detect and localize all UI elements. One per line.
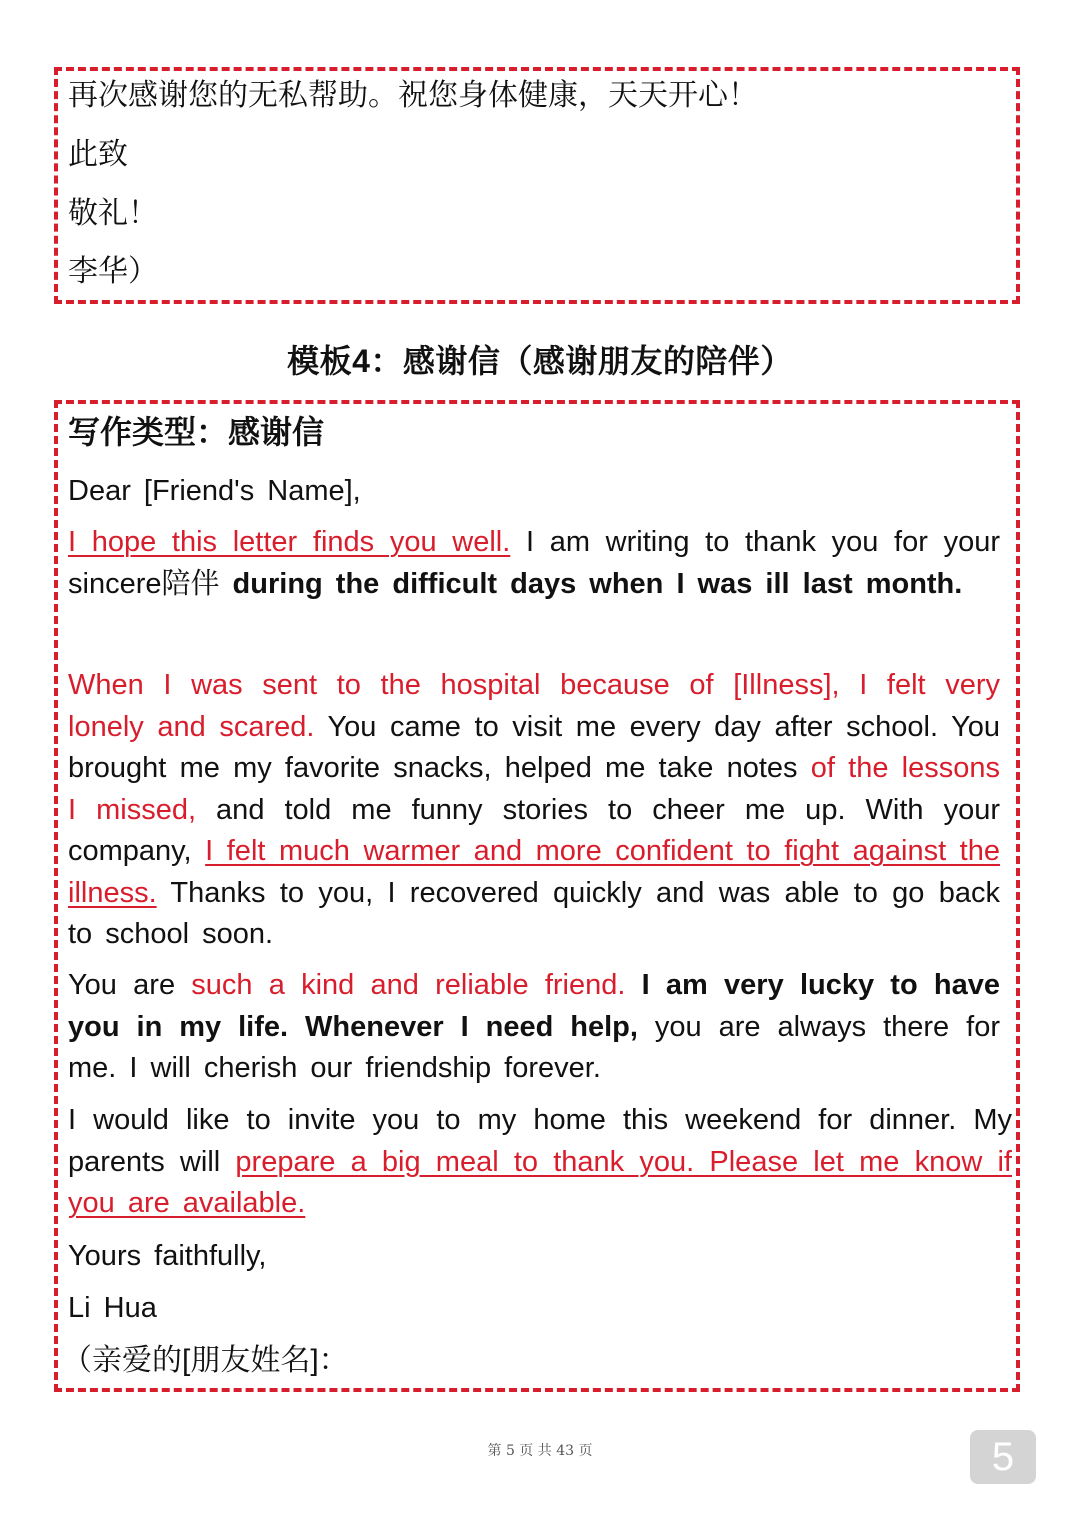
p1-bold-text: during the difficult days when I was ill last month.	[232, 567, 963, 600]
p2-red-sentence: When I was sent to the hospital because of [Illness], I felt very lonely and scared.	[68, 669, 1000, 743]
p2-text-3: Thanks to you, I recovered quickly and was able to go back to school soon.	[68, 876, 1000, 950]
letter-template-box	[54, 400, 1020, 1392]
p2-text-1: You came to visit me every day after school. You brought me my favorite snacks, helped me take notes	[68, 710, 1001, 784]
letter-greeting: Dear [Friend's Name],	[68, 475, 361, 507]
paragraph-1	[68, 522, 1000, 605]
closing-salutation-line: 此致	[68, 138, 128, 171]
paragraph-3	[68, 965, 1000, 1090]
p2-underlined-phrase: I felt much warmer and more confident to fight against the illness.	[68, 835, 1000, 909]
signature-chinese-line: 李华）	[68, 255, 158, 288]
p2-red-phrase: of the lessons I missed,	[68, 752, 1000, 826]
p3-text-2: you are always there for me. I will cherish our friendship forever.	[68, 1010, 1000, 1084]
previous-letter-box	[54, 67, 1020, 304]
closing-respect-line: 敬礼！	[68, 197, 158, 230]
p4-underlined-phrase: prepare a big meal to thank you. Please let me know if you are available.	[68, 1145, 1012, 1219]
page-number-footer: 第 5 页 共 43 页	[487, 1443, 593, 1459]
opening-phrase: I hope this letter finds you well.	[68, 526, 511, 558]
letter-signature: Li Hua	[68, 1292, 157, 1324]
p3-bold-text: I am very lucky to have you in my life. Whenever I need help,	[68, 969, 1000, 1043]
closing-wishes-line: 再次感谢您的无私帮助。祝您身体健康，天天开心！	[68, 79, 758, 112]
p3-red-phrase: such a kind and reliable friend.	[191, 969, 626, 1001]
p2-text-2: and told me funny stories to cheer me up. With your company,	[68, 793, 1000, 867]
p1-text: I am writing to thank you for your sincere陪伴	[68, 526, 1000, 600]
chinese-translation-start: （亲爱的[朋友姓名]：	[62, 1344, 349, 1377]
template-title: 模板4：感谢信（感谢朋友的陪伴）	[287, 343, 793, 379]
p3-text-1: You are	[68, 969, 192, 1001]
writing-type-label: 写作类型：感谢信	[68, 414, 325, 450]
paragraph-4	[68, 1100, 1012, 1225]
p4-text: I would like to invite you to my home this weekend for dinner. My parents will	[68, 1104, 1012, 1178]
page-number-badge: 5	[970, 1430, 1036, 1484]
letter-closing: Yours faithfully,	[68, 1240, 267, 1272]
paragraph-2	[68, 665, 1000, 956]
